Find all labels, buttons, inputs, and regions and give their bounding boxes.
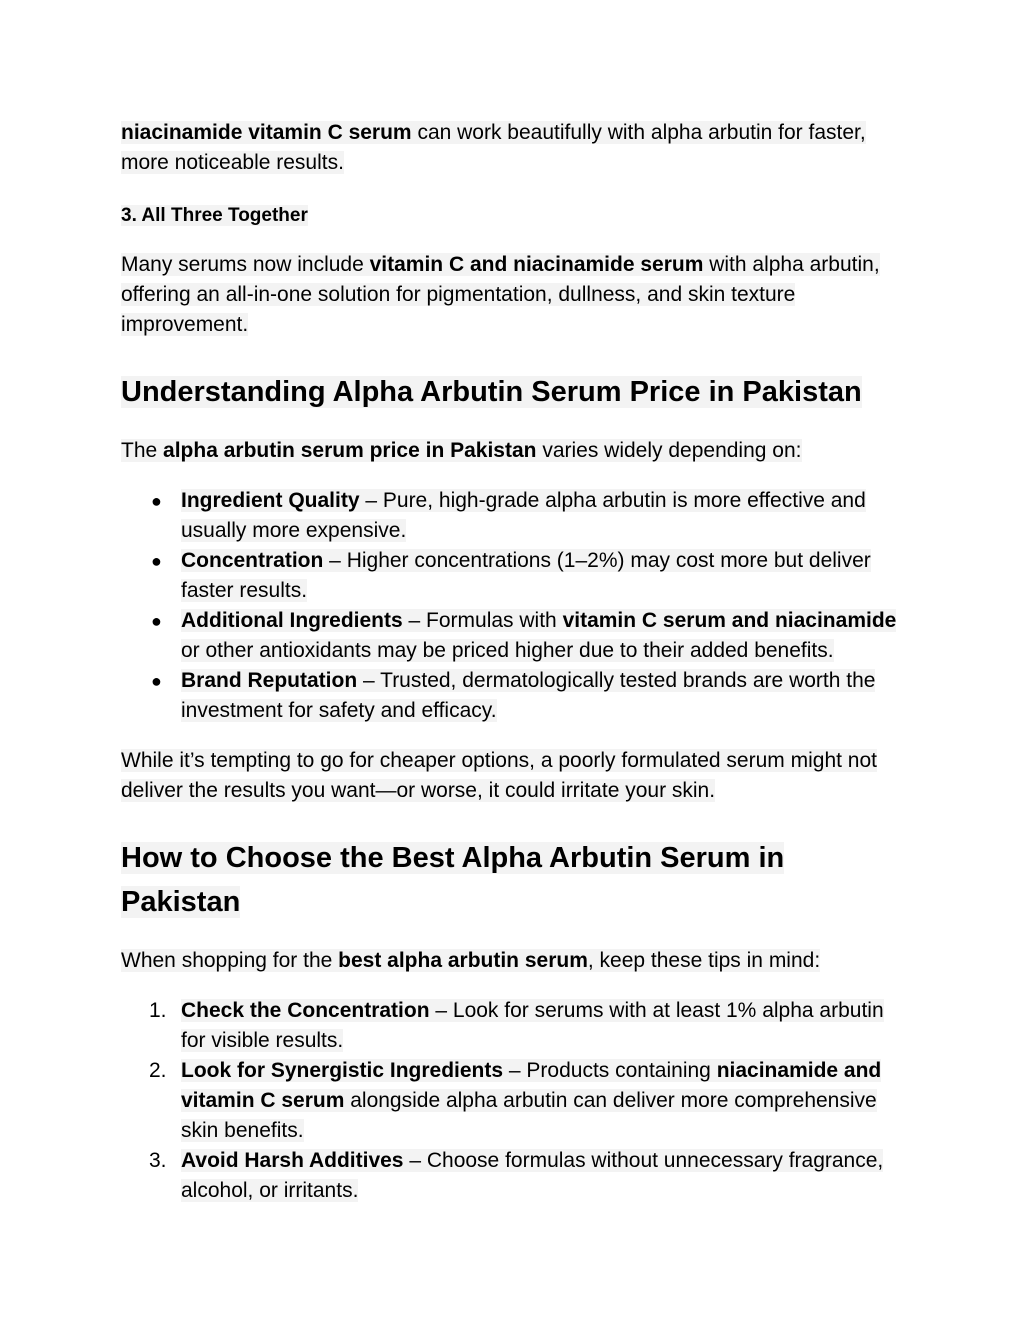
list-item: ● Ingredient Quality – Pure, high-grade alpha arbutin is more effective and usually more expensive. [121,486,911,546]
all-three-paragraph: Many serums now include vitamin C and niacinamide serum with alpha arbutin, offering an all-in-one solution for pigmentation, dullness, and skin texture improvement. [121,253,880,336]
price-factors-list [121,486,911,726]
bullet-icon: ● [151,671,162,691]
choose-tips-list [121,996,911,1206]
choose-section-heading: How to Choose the Best Alpha Arbutin Serum in Pakistan [121,842,785,918]
list-item: ● Brand Reputation – Trusted, dermatologically tested brands are worth the investment for safety and efficacy. [121,666,911,726]
price-intro-paragraph: The alpha arbutin serum price in Pakistan varies widely depending on: [121,439,802,462]
price-section-heading: Understanding Alpha Arbutin Serum Price in Pakistan [121,376,862,408]
list-item: ● Additional Ingredients – Formulas with vitamin C serum and niacinamide or other antioxidants may be priced higher due to their added benefits. [121,606,911,666]
list-item: 3. Avoid Harsh Additives – Choose formulas without unnecessary fragrance, alcohol, or irritants. [121,1146,911,1206]
price-outro-paragraph: While it’s tempting to go for cheaper options, a poorly formulated serum might not deliver the results you want—or worse, it could irritate your skin. [121,749,877,802]
list-item: ● Concentration – Higher concentrations (1–2%) may cost more but deliver faster results. [121,546,911,606]
intro-paragraph: niacinamide vitamin C serum can work beautifully with alpha arbutin for faster, more noticeable results. [121,121,866,174]
list-number: 1. [149,999,167,1022]
list-item: 2. Look for Synergistic Ingredients – Products containing niacinamide and vitamin C serum alongside alpha arbutin can deliver more comprehensive skin benefits. [121,1056,911,1146]
bullet-icon: ● [151,611,162,631]
bullet-icon: ● [151,551,162,571]
section-heading-all-three: 3. All Three Together [121,205,308,226]
bullet-icon: ● [151,491,162,511]
list-number: 3. [149,1149,167,1172]
list-number: 2. [149,1059,167,1082]
document-content [121,118,911,1206]
list-item: 1. Check the Concentration – Look for serums with at least 1% alpha arbutin for visible results. [121,996,911,1056]
choose-intro-paragraph: When shopping for the best alpha arbutin serum, keep these tips in mind: [121,949,821,972]
